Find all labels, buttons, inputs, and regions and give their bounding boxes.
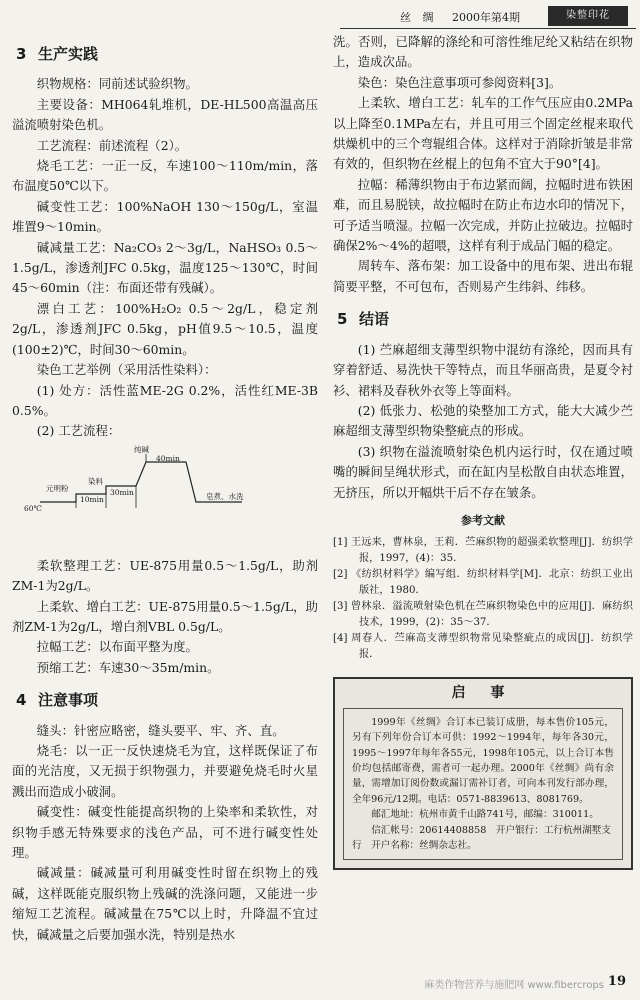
left-column (12, 38, 318, 945)
diagram-label: 60℃ (24, 503, 42, 513)
notice-body (343, 708, 623, 861)
paragraph: 上柔软、增白工艺：UE-875用量0.5～1.5g/L，助剂ZM-1为2g/L，增白剂VBL 0.5g/L。 (12, 598, 318, 634)
diagram-label: 10min (80, 494, 104, 504)
paragraph: (1) 苎麻超细支薄型织物中混纺有涤纶，因而具有穿着舒适、易洗快干等特点，而且华丽高贵，是夏令衬衫、裙料及春秋外衣等上等面料。 (333, 341, 633, 398)
notice-address: 邮汇地址：杭州市黄千山路741号，邮编：310011。 (371, 809, 599, 821)
paragraph: 主要设备：MH064轧堆机，DE-HL500高温高压溢流喷射染色机。 (12, 96, 318, 133)
paragraph: 拉幅工艺：以布面平整为度。 (36, 639, 198, 655)
paragraph: 烧毛工艺：一正一反，车速100～110m/min，落布温度50℃以下。 (12, 158, 318, 194)
diagram-label: 染料 (88, 476, 103, 486)
reference-item: [3] 曾林泉．溢流喷射染色机在苎麻织物染色中的应用[J]．麻纺织技术，1999，(2)：35～37． (333, 601, 633, 629)
section-4-heading (12, 690, 318, 710)
paragraph: 柔软整理工艺：UE-875用量0.5～1.5g/L，助剂ZM-1为2g/L。 (12, 557, 318, 594)
dyeing-process-diagram (18, 444, 308, 554)
issue-label: 2000年第4期 (452, 11, 520, 24)
notice-title: 启 事 (451, 685, 515, 702)
diagram-label: 纯碱 (134, 444, 149, 454)
references-heading: 参考文献 (461, 513, 505, 527)
paragraph: 洗。否则，已降解的涤纶和可溶性维尼纶又粘结在织物上，造成次品。 (333, 34, 633, 70)
diagram-label: 皂煮、水洗 (206, 491, 244, 501)
section-title: 生产实践 (38, 45, 99, 63)
notice-paragraph: 1999年《丝绸》合订本已装订成册，每本售价105元，另有下列年份合订本可供：1992～1994年，每年各30元，1995～1997年每年各55元，1998年105元，以上合订本售价均包括邮寄费，需者可一起办理。2000年《丝绸》尚有余量，需增加订阅份数或漏订需补订者，可向本刊发行部办理，全年96元/12期。电话：0571-8839613、8081769。 (352, 716, 614, 805)
section-number: 3 (16, 45, 27, 63)
paragraph: 缝头：针密应略密，缝头要平、牢、齐、直。 (36, 722, 285, 738)
paragraph: 染色：染色注意事项可参阅资料[3]。 (357, 74, 562, 90)
section-5-heading (333, 309, 633, 329)
paragraph: (2) 工艺流程： (36, 423, 121, 439)
paragraph: 周转车、落布架：加工设备中的甩布架、进出布辊简要平整，不可包布，否则易产生纬斜、纬移。 (333, 258, 633, 294)
page-number: 19 (607, 974, 626, 989)
paragraph: (2) 低张力、松弛的染整加工方式，能大大减少苎麻超细支薄型织物染整疵点的形成。 (333, 402, 633, 439)
section-number: 4 (16, 691, 27, 710)
paragraph: 预缩工艺：车速30～35m/min。 (36, 659, 220, 675)
right-column (333, 32, 633, 870)
paragraph: 碱变性工艺：100%NaOH 130～150g/L，室温堆置9～10min。 (12, 198, 318, 235)
section-title: 结语 (359, 310, 390, 329)
diagram-label: 40min (156, 453, 180, 463)
section-3-heading (12, 44, 318, 64)
paragraph: 碱变性：碱变性能提高织物的上染率和柔软性，对织物手感无特殊要求的浅色产品，可不进行碱变性处理。 (12, 804, 318, 860)
journal-name: 丝 绸 (400, 11, 438, 24)
paragraph: 上柔软、增白工艺：轧车的工作气压应由0.2MPa以上降至0.1MPa左右，并且可用三个固定丝棍来取代烘燥机中的三个弯辊组合体。这样对于消除折皱是非常有效的，但织物在丝棍上的包角不宜大于90°[4]。 (333, 95, 633, 172)
paragraph: 拉幅：稀薄织物由于布边紧而阔，拉幅时进布铁困难，而且易脱铗，故拉幅时在防止布边水印的情况下，可予适当喷湿。拉幅一次完成，并防止拉破边。拉幅时确保2%～4%的超喂，这样有利于成品门幅的稳定。 (333, 176, 633, 254)
section-tag: 染整印花 (548, 6, 628, 26)
paragraph: (1) 处方：活性蓝ME-2G 0.2%，活性红ME-3B 0.5%。 (12, 382, 318, 418)
section-title: 注意事项 (38, 691, 99, 710)
diagram-label: 30min (110, 487, 134, 497)
paragraph: 烧毛：以一正一反快速烧毛为宜，这样既保证了布面的光洁度，又无损于织物强力，并要避免烧毛时火星溅出而造成小破洞。 (12, 742, 318, 799)
paragraph: 织物规格：同前述试验织物。 (36, 76, 198, 92)
paragraph: 碱减量：碱减量可利用碱变性时留在织物上的残碱，这样既能克服织物上残碱的洗涤问题，又能进一步缩短工艺流程。碱减量在75℃以上时，升降温不宜过快，碱减量之后要加强水洗，特别是热水 (12, 865, 318, 942)
section-number: 5 (337, 310, 348, 329)
reference-item: [4] 周春人．苎麻高支薄型织物常见染整疵点的成因[J]．纺织学报． (333, 633, 633, 661)
notice-box (333, 677, 633, 870)
watermark-text: 麻类作物营养与施肥网 www.fibercrops (424, 980, 604, 991)
paragraph: 工艺流程：前述流程（2）。 (36, 137, 188, 153)
paragraph: (3) 织物在溢流喷射染色机内运行时，仅在通过喷嘴的瞬间呈绳状形式，而在缸内呈松散自由状态堆置，无挤压，所以开幅烘干后不存在皱条。 (333, 443, 633, 500)
diagram-label: 元明粉 (46, 483, 69, 493)
reference-item: [1] 王远来，曹林泉，王莉．苎麻织物的超强柔软整理[J]．纺织学报，1997，(4)：35． (333, 537, 633, 565)
paragraph: 漂白工艺：100%H₂O₂ 0.5～2g/L，稳定剂2g/L，渗透剂JFC 0.5kg，pH值9.5～10.5，温度(100±2)℃，时间30～60min。 (12, 300, 318, 357)
running-header (340, 6, 636, 28)
paragraph: 碱减量工艺：Na₂CO₃ 2～3g/L，NaHSO₃ 0.5～1.5g/L，渗透剂JFC 0.5kg，温度125～130℃，时间45～60min（注：布面还带有残碱）。 (12, 239, 318, 296)
paragraph: 染色工艺举例（采用活性染料）： (36, 362, 217, 378)
header-rule (340, 28, 636, 29)
notice-bank: 信汇帐号：20614408858 开户银行：工行杭州湖墅支行 开户名称：丝绸杂志社。 (352, 824, 612, 851)
reference-item: [2] 《纺织材料学》编写组．纺织材料学[M]．北京：纺织工业出版社，1980． (333, 569, 633, 597)
